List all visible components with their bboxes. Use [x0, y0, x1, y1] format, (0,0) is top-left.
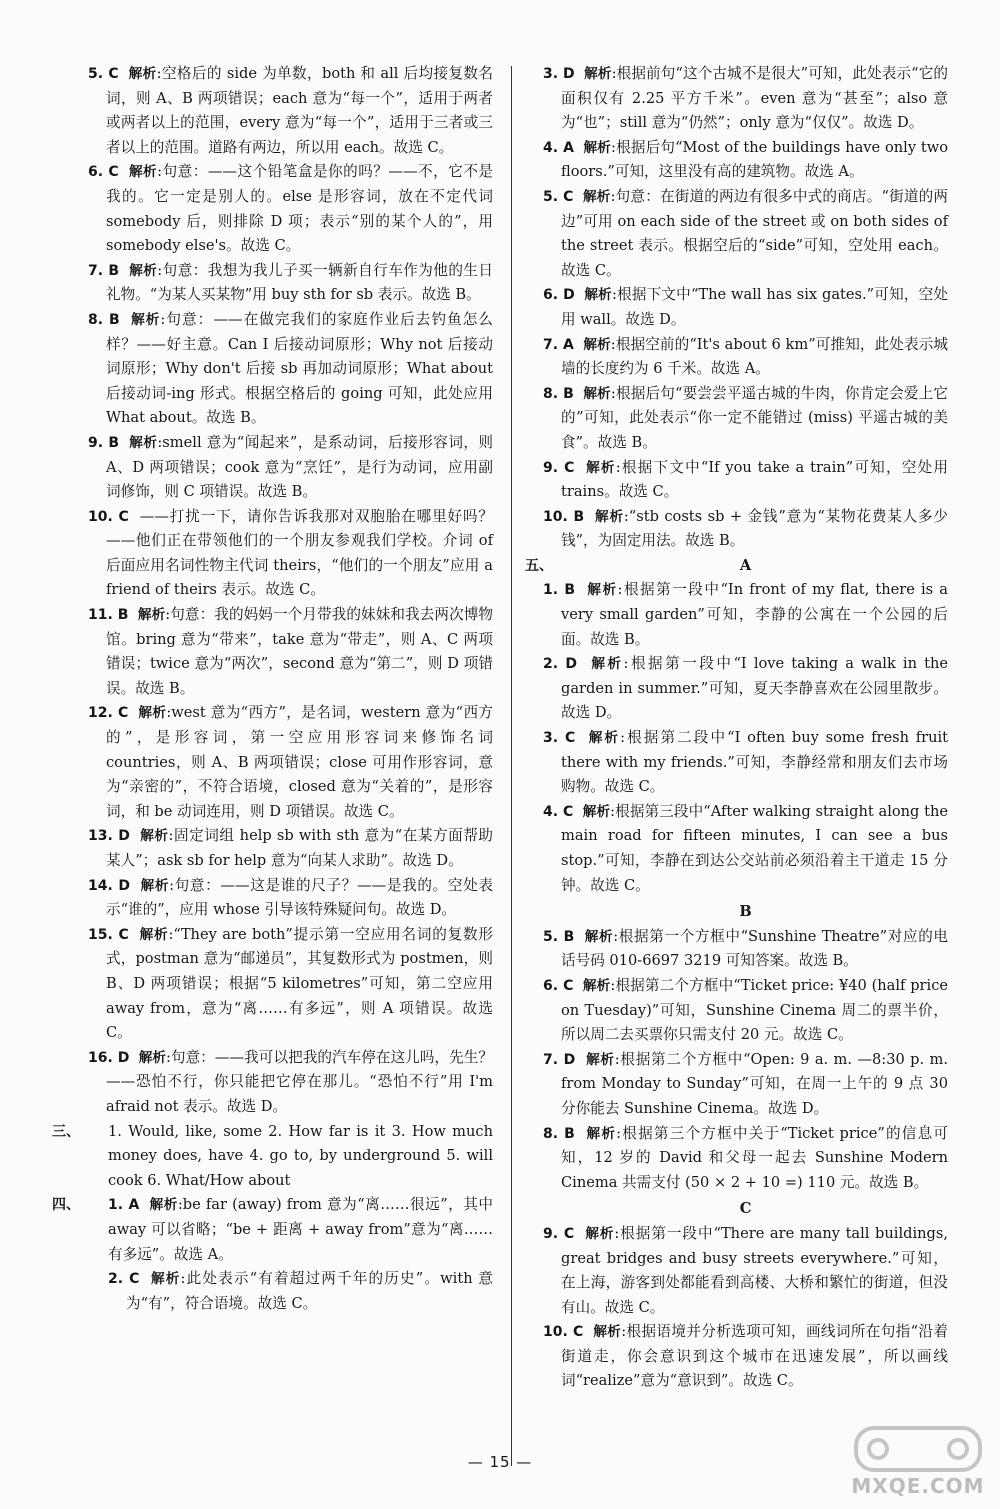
answer-item: 5. B 解析:根据第一个方框中“Sunshine Theatre”对应的电话号码 010-6697 3219 可知答案。故选 B。 — [543, 927, 949, 970]
right-column — [525, 62, 949, 1394]
answer-item: 8. B 解析:根据后句“要尝尝平遥古城的牛肉，你肯定会爱上它的”可知，此处表示“你一定不能错过 (miss) 平遥古城的美食”。故选 B。 — [543, 384, 949, 451]
section-four-mark: 四、 — [52, 1197, 80, 1214]
answer-item: 5. C 解析:空格后的 side 为单数，both 和 all 后均接复数名词，则 A、B 两项错误；each 意为“每一个”，适用于两者或两者以上的范围，every 意为“每一个”，适用于三者或三者以上的范围。道路有两边，所以用 each。故选 C。 — [88, 65, 493, 156]
section-five-mark: 五、 — [525, 557, 553, 574]
watermark-logo — [848, 1424, 988, 1500]
answer-item: 10. B 解析:“stb costs sb + 金钱”意为“某物花费某人多少钱”，为固定用法。故选 B。 — [543, 507, 949, 550]
answer-item: 6. D 解析:根据下文中“The wall has six gates.”可知，空处用 wall。故选 D。 — [543, 286, 949, 328]
section-three-mark: 三、 — [52, 1123, 80, 1140]
answer-item: 16. D 解析:句意：——我可以把我的汽车停在这儿吗，先生？——恐怕不行，你只能把它停在那儿。“恐怕不行”用 I'm afraid not 表示。故选 D。 — [88, 1048, 494, 1115]
section-five-heading — [525, 554, 948, 579]
answer-item: 12. C 解析:west 意为“西方”，是名词，western 意为“西方的”，是形容词，第一空应用形容词来修饰名词 countries，则 A、B 两项错误；close 可用作形容词，意为“亲密的”，不符合语境，closed 意为“关着的”，是形容词，和 be 动词连用，则 D 项错误。故选 C。 — [88, 704, 494, 820]
answer-item: 9. C 解析:根据第一段中“There are many tall buildings, great bridges and busy streets everywhere.”可知，在上海，游客到处都能看到高楼、大桥和繁忙的街道，但没有山。故选 C。 — [543, 1224, 949, 1316]
left-column — [52, 62, 494, 1316]
part-title: B — [739, 903, 752, 921]
section-four — [52, 1193, 494, 1316]
page-number: — 15 — — [467, 1453, 533, 1471]
part-title: C — [739, 1200, 752, 1218]
answer-item: 3. C 解析:根据第二段中“I often buy some fresh fruit there with my friends.”可知，李静经常和朋友们去市场购物。故选 C。 — [543, 729, 949, 796]
answer-item: 10. C ——打扰一下，请你告诉我那对双胞胎在哪里好吗？——他们正在带领他们的一个朋友参观我们学校。介词 of 后面应用名词性物主代词 theirs，“他们的一个朋友”应用 a friend of theirs 表示。故选 C。 — [88, 507, 493, 599]
answer-item: 8. B 解析:根据第三个方框中关于“Ticket price”的信息可知，12 岁的 David 和父母一起去 Sunshine Modern Cinema 共需支付 (50 × 2 + 10 =) 110 元。故选 B。 — [543, 1124, 949, 1191]
answer-item: 4. C 解析:根据第三段中“After walking straight along the main road for fifteen minutes, I can see a bus stop.”可知，李静在到达公交站前必须沿着主干道走 15 分钟。故选 C。 — [543, 802, 949, 894]
answer-item: 7. A 解析:根据空前的“It's about 6 km”可推知，此处表示城墙的长度约为 6 千米。故选 A。 — [543, 335, 948, 378]
answer-item: 6. C 解析:句意：——这个铅笔盒是你的吗？——不，它不是我的。它一定是别人的。else 是形容词，放在不定代词 somebody 后，则排除 D 项；表示“别的某个人的”，用 somebody else's。故选 C。 — [88, 163, 493, 255]
section-three — [52, 1120, 493, 1194]
section-three-answers: 1. Would, like, some 2. How far is it 3. How much money does, have 4. go to, by underground 5. will cook 6. What/How about — [108, 1122, 493, 1189]
answer-item: 7. B 解析:句意：我想为我儿子买一辆新自行车作为他的生日礼物。“为某人买某物”用 buy sth for sb 表示。故选 B。 — [88, 261, 494, 304]
watermark-text: MXQE.COM — [851, 1474, 985, 1498]
answer-item: 8. B 解析:句意：——在做完我们的家庭作业后去钓鱼怎么样？——好主意。Can I 后接动词原形；Why not 后接动词原形；Why don't 后接 sb 再加动词原形；What about 后接动词-ing 形式。根据空格后的 going 可知，此处应用 What about。故选 B。 — [88, 310, 494, 427]
answer-item: 1. B 解析:根据第一段中“In front of my flat, there is a very small garden”可知，李静的公寓在一个公园的后面。故选 B。 — [543, 581, 949, 648]
answer-item: 6. C 解析:根据第二个方框中“Ticket price: ¥40 (half price on Tuesday)”可知，Sunshine Cinema 周二的票半价，所以周二去买票你只需支付 20 元。故选 C。 — [543, 976, 949, 1044]
column-divider — [511, 66, 512, 1466]
answer-item: 11. B 解析:句意：我的妈妈一个月带我的妹妹和我去两次博物馆。bring 意为“带来”，take 意为“带走”，则 A、C 两项错误；twice 意为“两次”，second 意为“第二”，则 D 项错误。故选 B。 — [88, 606, 494, 697]
answer-item: 15. C 解析:“They are both”提示第一空应用名词的复数形式，postman 意为“邮递员”，其复数形式为 postmen，则 B、D 两项错误；根据“5 kilometres”可知，第二空应用 away from，意为“离……有多远”，则 A 项错误。故选 C。 — [88, 925, 494, 1042]
answer-item: 2. D 解析:根据第一段中“I love taking a walk in the garden in summer.”可知，夏天李静喜欢在公园里散步。故选 D。 — [543, 655, 949, 722]
answer-item: 13. D 解析:固定词组 help sb with sth 意为“在某方面帮助某人”；ask sb for help 意为“向某人求助”。故选 D。 — [88, 827, 494, 869]
answer-item: 1. A 解析:be far (away) from 意为“离……很远”，其中 away 可以省略；“be + 距离 + away from”意为“离……有多远”。故选 A。 — [108, 1196, 494, 1263]
watermark-badge-icon — [848, 1424, 988, 1476]
answer-item: 14. D 解析:句意：——这是谁的尺子？——是我的。空处表示“谁的”，应用 whose 引导该特殊疑问句。故选 D。 — [88, 876, 494, 919]
answer-item: 2. C 解析:此处表示“有着超过两千年的历史”。with 意为“有”，符合语境。故选 C。 — [108, 1270, 493, 1312]
answer-item: 4. A 解析:根据后句“Most of the buildings have only two floors.”可知，这里没有高的建筑物。故选 A。 — [543, 138, 948, 181]
answer-item: 9. B 解析:smell 意为“闻起来”，是系动词，后接形容词，则 A、D 两项错误；cook 意为“烹饪”，是行为动词，应用副词修饰，则 C 项错误。故选 B。 — [88, 433, 494, 501]
part-title: A — [739, 556, 752, 574]
answer-item: 10. C 解析:根据语境并分析选项可知，画线词所在句指“沿着街道走，你会意识到这个城市在迅速发展”，所以画线词“realize”意为“意识到”。故选 C。 — [543, 1323, 949, 1390]
answer-item: 7. D 解析:根据第二个方框中“Open: 9 a. m. —8:30 p. m. from Monday to Sunday”可知，在周一上午的 9 点 30 分你能去 Sunshine Cinema。故选 D。 — [543, 1050, 948, 1117]
answer-item: 5. C 解析:句意：在街道的两边有很多中式的商店。“街道的两边”可用 on each side of the street 或 on both sides of the street 表示。根据空后的“side”可知，空处用 each。故选 C。 — [543, 187, 948, 279]
answer-item: 9. C 解析:根据下文中“If you take a train”可知，空处用 trains。故选 C。 — [543, 458, 948, 501]
answer-item: 3. D 解析:根据前句“这个古城不是很大”可知，此处表示“它的面积仅有 2.25 平方千米”。even 意为“甚至”；also 意为“也”；still 意为“仍然”；only 意为“仅仅”。故选 D。 — [543, 65, 949, 132]
